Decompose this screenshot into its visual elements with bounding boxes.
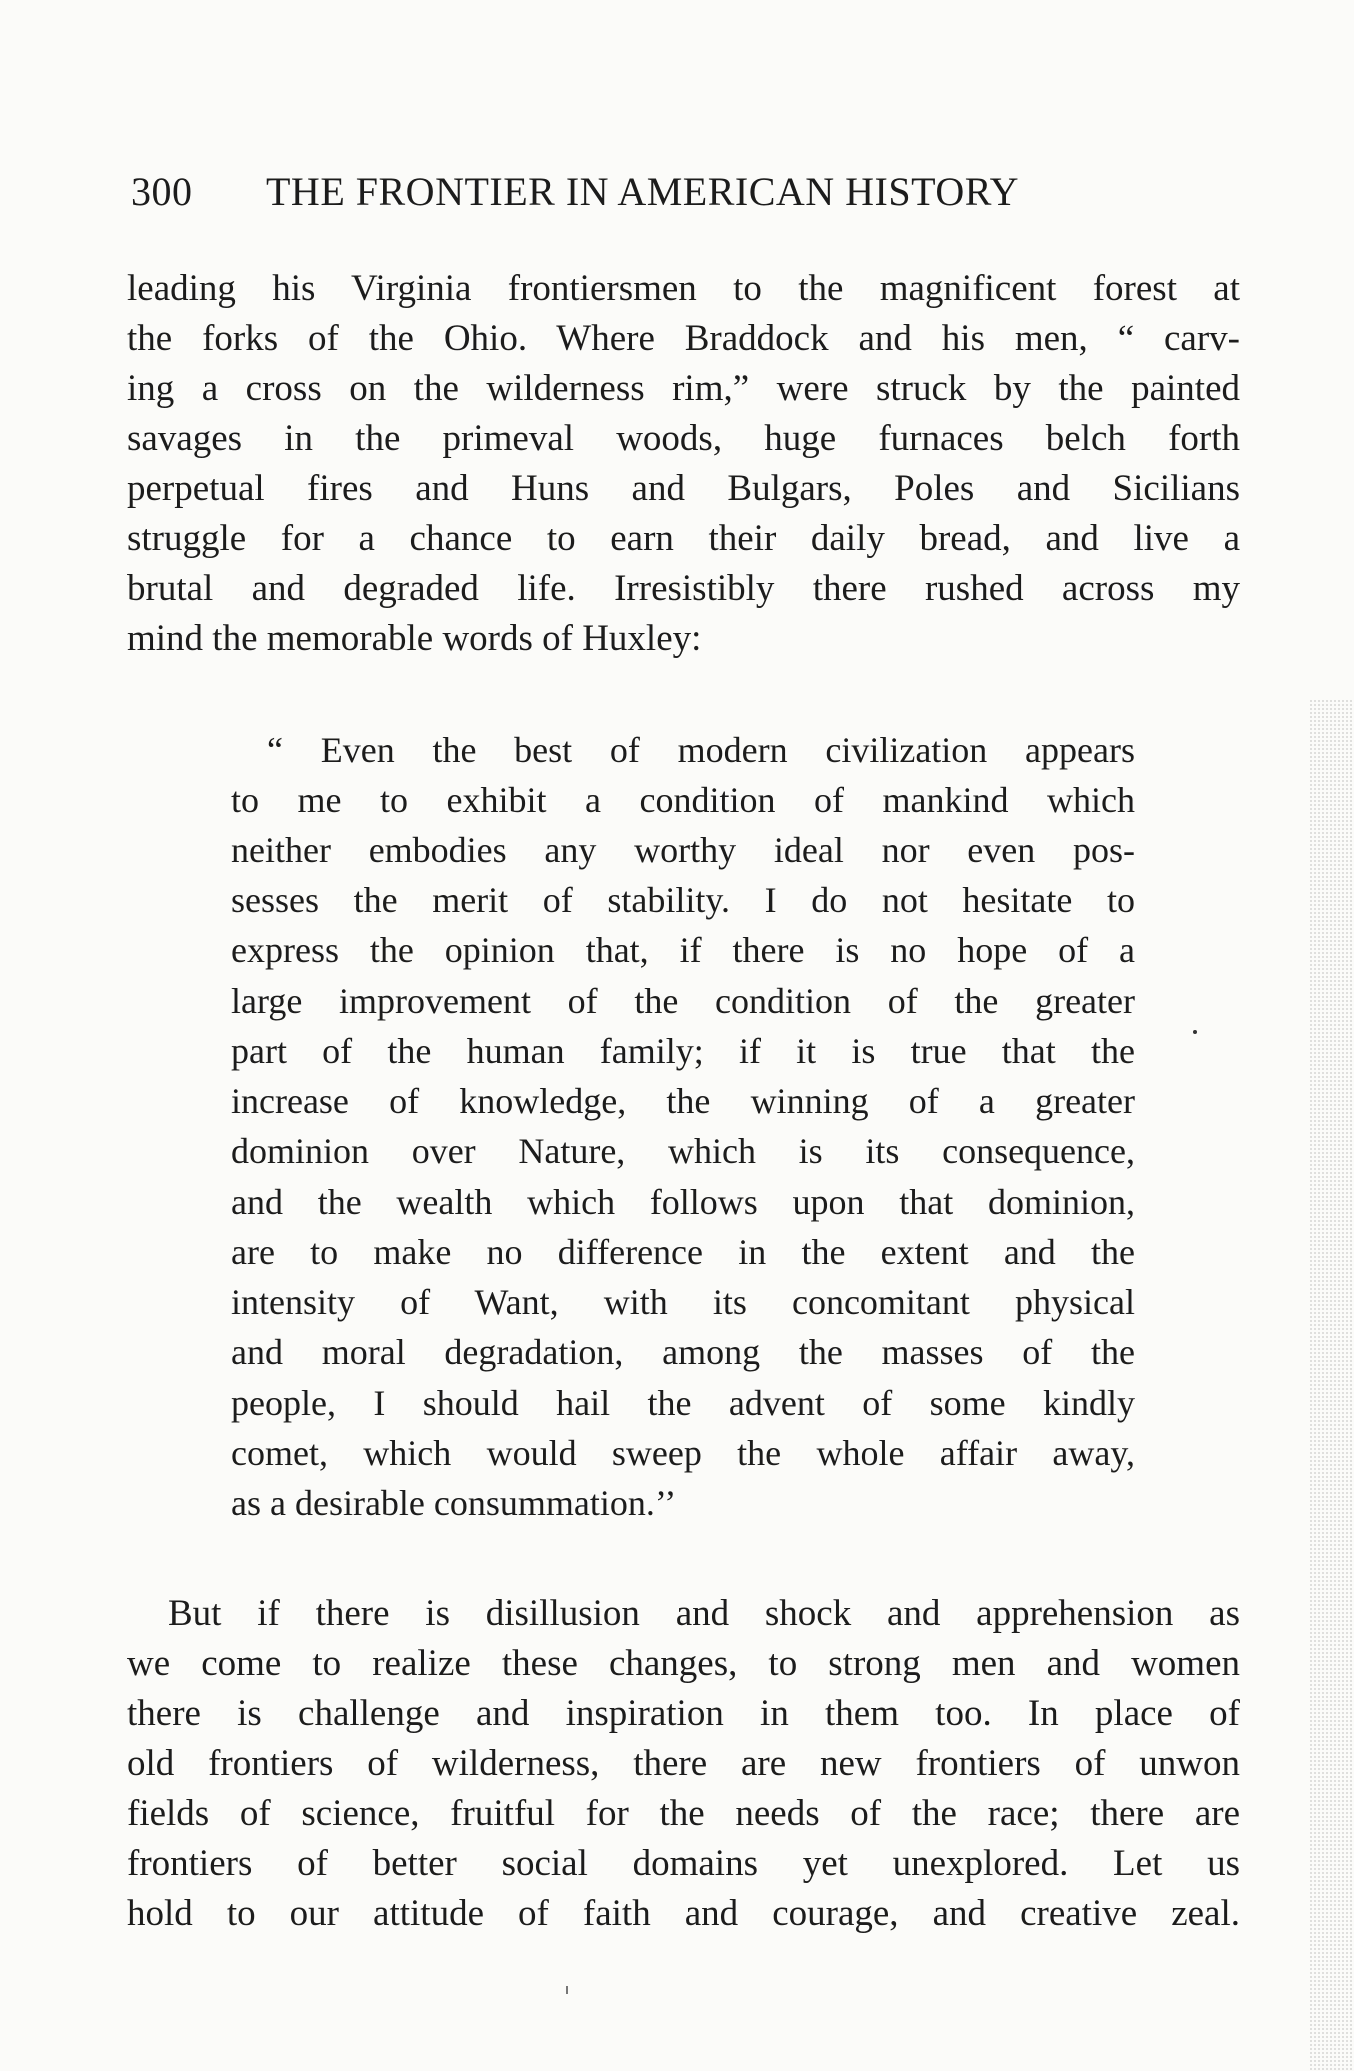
paragraph-2-line: frontiers of better social domains yet unexplored. Let us — [127, 1843, 1240, 1884]
paragraph-1-line: struggle for a chance to earn their daily bread, and live a — [127, 518, 1240, 559]
paragraph-2-line: we come to realize these changes, to strong men and women — [127, 1643, 1240, 1684]
paragraph-2-line: there is challenge and inspiration in them too. In place of — [127, 1693, 1240, 1734]
stray-mark — [566, 1986, 568, 1994]
paragraph-1-line: leading his Virginia frontiersmen to the magnificent forest at — [127, 268, 1240, 309]
running-head — [131, 168, 1111, 224]
running-title: THE FRONTIER IN AMERICAN HISTORY — [266, 169, 1020, 214]
quote-line: people, I should hail the advent of some kindly — [231, 1383, 1135, 1423]
paragraph-2-line: old frontiers of wilderness, there are new frontiers of unwon — [127, 1743, 1240, 1784]
quote-line: large improvement of the condition of the greater — [231, 981, 1135, 1021]
quote-line: “ Even the best of modern civilization appears — [267, 730, 1135, 770]
quote-line: sesses the merit of stability. I do not hesitate to — [231, 880, 1135, 920]
paragraph-2-line: hold to our attitude of faith and courage, and creative zeal. — [127, 1893, 1240, 1934]
quote-line: are to make no difference in the extent and the — [231, 1232, 1135, 1272]
paragraph-1-line: ing a cross on the wilderness rim,” were struck by the painted — [127, 368, 1240, 409]
paragraph-2-line: But if there is disillusion and shock and apprehension as — [168, 1593, 1240, 1634]
quote-line: dominion over Nature, which is its consequence, — [231, 1131, 1135, 1171]
paragraph-2-line: fields of science, fruitful for the needs of the race; there are — [127, 1793, 1240, 1834]
page-edge-texture — [1310, 700, 1354, 2071]
quote-line: part of the human family; if it is true that the — [231, 1031, 1135, 1071]
paragraph-1-line: brutal and degraded life. Irresistibly there rushed across my — [127, 568, 1240, 609]
quote-line: as a desirable consummation.’’ — [231, 1483, 677, 1523]
quote-line: comet, which would sweep the whole affair away, — [231, 1433, 1135, 1473]
quote-line: increase of knowledge, the winning of a greater — [231, 1081, 1135, 1121]
quote-line: and the wealth which follows upon that dominion, — [231, 1182, 1135, 1222]
page-number: 300 — [131, 169, 193, 214]
paragraph-1-line: savages in the primeval woods, huge furnaces belch forth — [127, 418, 1240, 459]
quote-line: intensity of Want, with its concomitant physical — [231, 1282, 1135, 1322]
paragraph-1-line: the forks of the Ohio. Where Braddock and his men, “ carv- — [127, 318, 1240, 359]
paragraph-1-line: perpetual fires and Huns and Bulgars, Poles and Sicilians — [127, 468, 1240, 509]
quote-line: express the opinion that, if there is no hope of a — [231, 930, 1135, 970]
paragraph-1-line: mind the memorable words of Huxley: — [127, 618, 702, 659]
stray-mark — [1193, 1030, 1197, 1034]
quote-line: and moral degradation, among the masses of the — [231, 1332, 1135, 1372]
quote-line: to me to exhibit a condition of mankind which — [231, 780, 1135, 820]
quote-line: neither embodies any worthy ideal nor even pos- — [231, 830, 1135, 870]
